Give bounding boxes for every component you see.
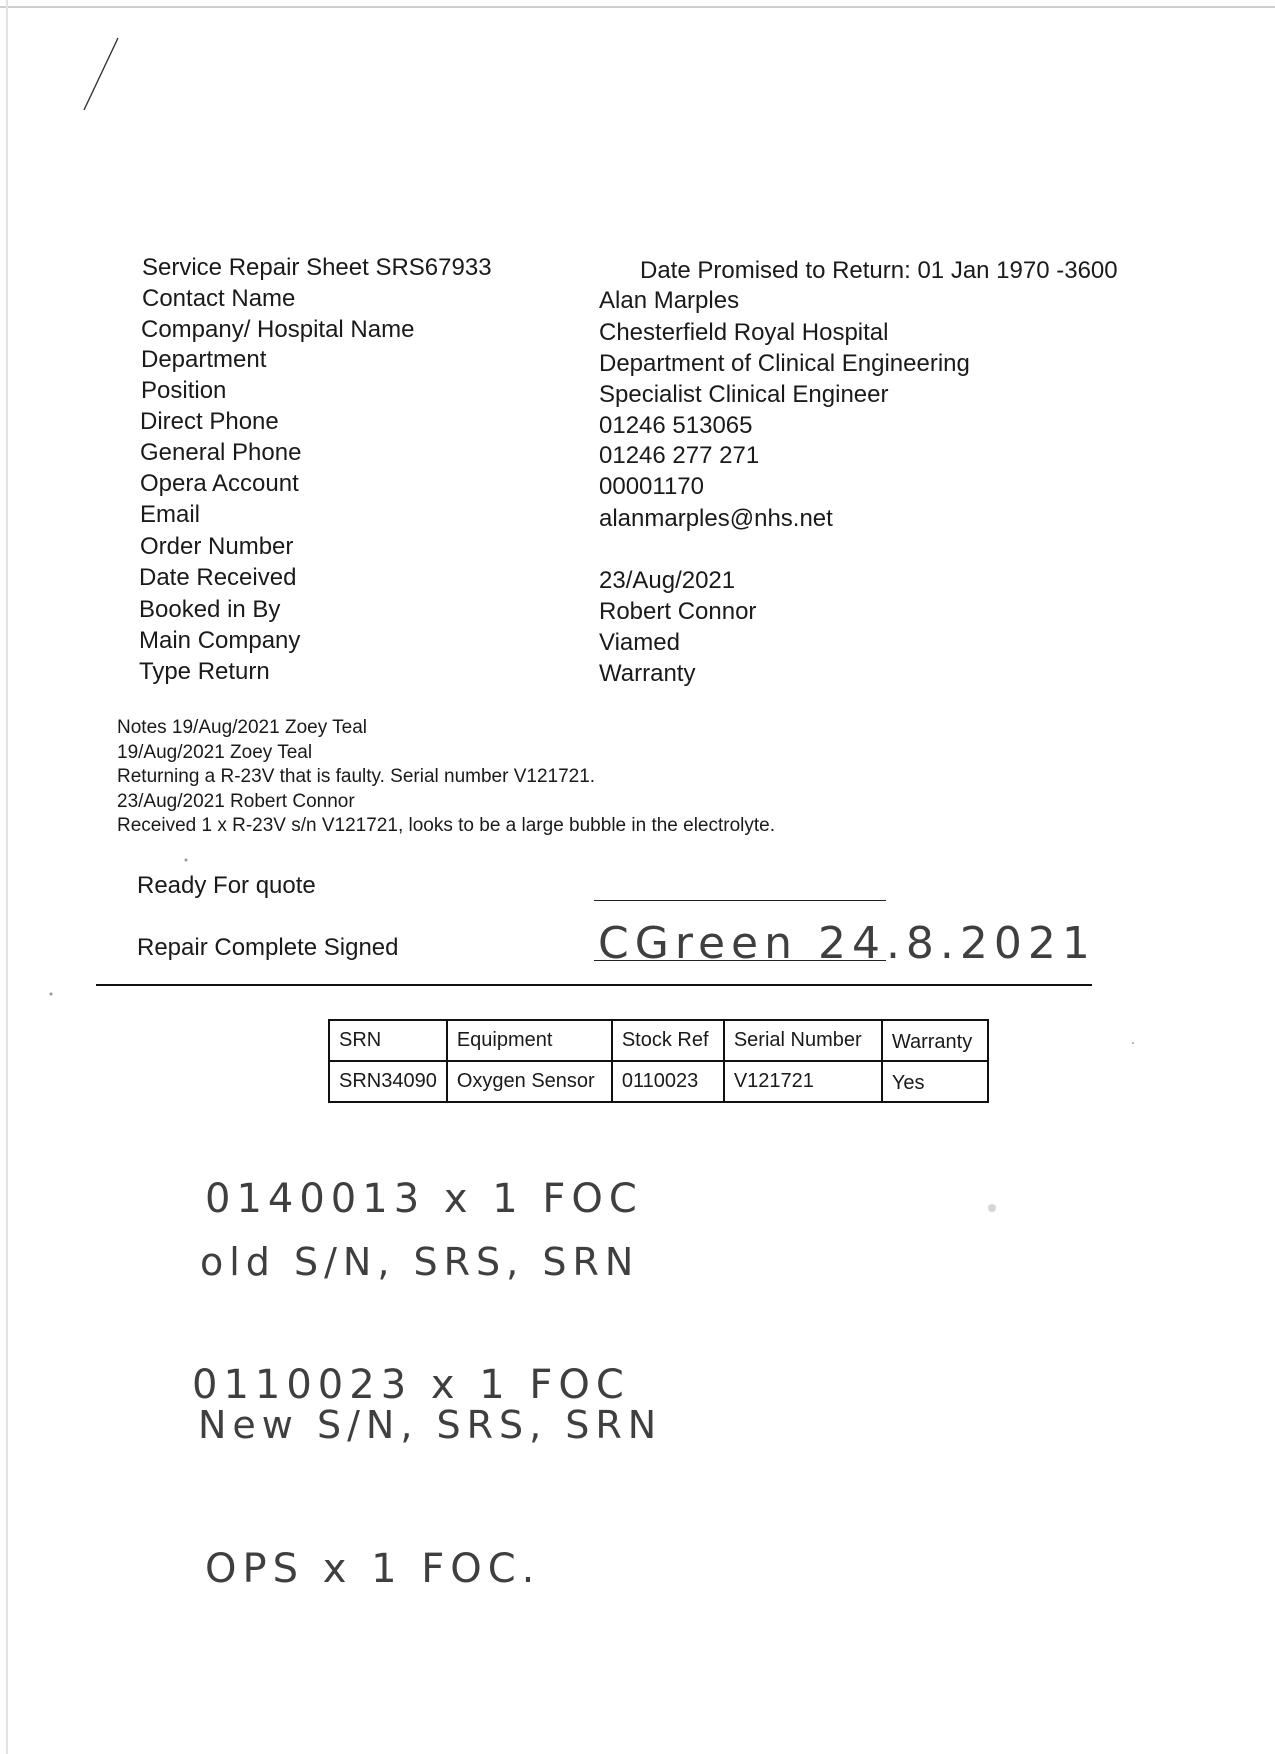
notes-line: Returning a R-23V that is faulty. Serial number V121721. [117, 766, 596, 787]
notes-line: Received 1 x R-23V s/n V121721, looks to be a large bubble in the electrolyte. [117, 815, 776, 836]
field-label: Position [141, 377, 227, 404]
signature-text: CGreen 24.8.2021 [598, 918, 1096, 969]
handwritten-line: New S/N, SRS, SRN [198, 1403, 663, 1447]
table-header-cell: Serial Number [724, 1020, 882, 1061]
field-value: Alan Marples [599, 287, 740, 314]
field-value: 01246 277 271 [599, 442, 760, 469]
field-label: General Phone [140, 439, 302, 466]
field-value: 01246 513065 [599, 412, 753, 439]
field-value: alanmarples@nhs.net [599, 505, 833, 532]
repair-complete-label: Repair Complete Signed [137, 934, 399, 961]
field-label: Opera Account [140, 470, 299, 497]
table-header-cell: Equipment [447, 1020, 612, 1061]
handwritten-line: 0140013 x 1 FOC [205, 1176, 643, 1222]
field-value: Warranty [599, 660, 696, 687]
field-value: Viamed [599, 629, 680, 656]
notes-line: 19/Aug/2021 Zoey Teal [117, 741, 313, 763]
table-cell: Oxygen Sensor [447, 1061, 612, 1102]
field-label: Date Received [139, 564, 297, 591]
date-promised: Date Promised to Return: 01 Jan 1970 -3600 [640, 257, 1118, 284]
table-cell: SRN34090 [329, 1061, 447, 1102]
table-cell: Yes [882, 1061, 988, 1102]
field-label: Contact Name [142, 285, 296, 312]
ready-for-quote-label: Ready For quote [137, 872, 316, 899]
field-value: 23/Aug/2021 [599, 567, 736, 594]
table-header-cell: Warranty [882, 1020, 988, 1061]
table-header-cell: SRN [329, 1020, 447, 1061]
notes-line: 23/Aug/2021 Robert Connor [117, 790, 355, 812]
field-value: Chesterfield Royal Hospital [599, 319, 889, 346]
table-header-cell: Stock Ref [612, 1020, 724, 1061]
handwritten-line: old S/N, SRS, SRN [200, 1240, 640, 1284]
handwritten-line: 0110023 x 1 FOC [192, 1362, 630, 1408]
field-label: Type Return [139, 658, 270, 685]
sheet-title: Service Repair Sheet SRS67933 [142, 254, 492, 281]
field-label: Department [141, 346, 267, 373]
field-value: 00001170 [599, 473, 704, 500]
field-value: Robert Connor [599, 598, 757, 625]
field-label: Main Company [139, 627, 301, 654]
field-label: Direct Phone [140, 408, 279, 435]
table-cell: V121721 [724, 1061, 882, 1102]
handwritten-line: OPS x 1 FOC. [205, 1546, 541, 1592]
field-value: Specialist Clinical Engineer [599, 381, 889, 408]
field-value: Department of Clinical Engineering [599, 350, 970, 377]
field-label: Email [140, 501, 201, 528]
field-label: Booked in By [139, 596, 281, 623]
notes-line: Notes 19/Aug/2021 Zoey Teal [117, 717, 367, 738]
field-label: Order Number [140, 533, 294, 560]
table-cell: 0110023 [612, 1061, 724, 1102]
field-label: Company/ Hospital Name [141, 316, 415, 343]
